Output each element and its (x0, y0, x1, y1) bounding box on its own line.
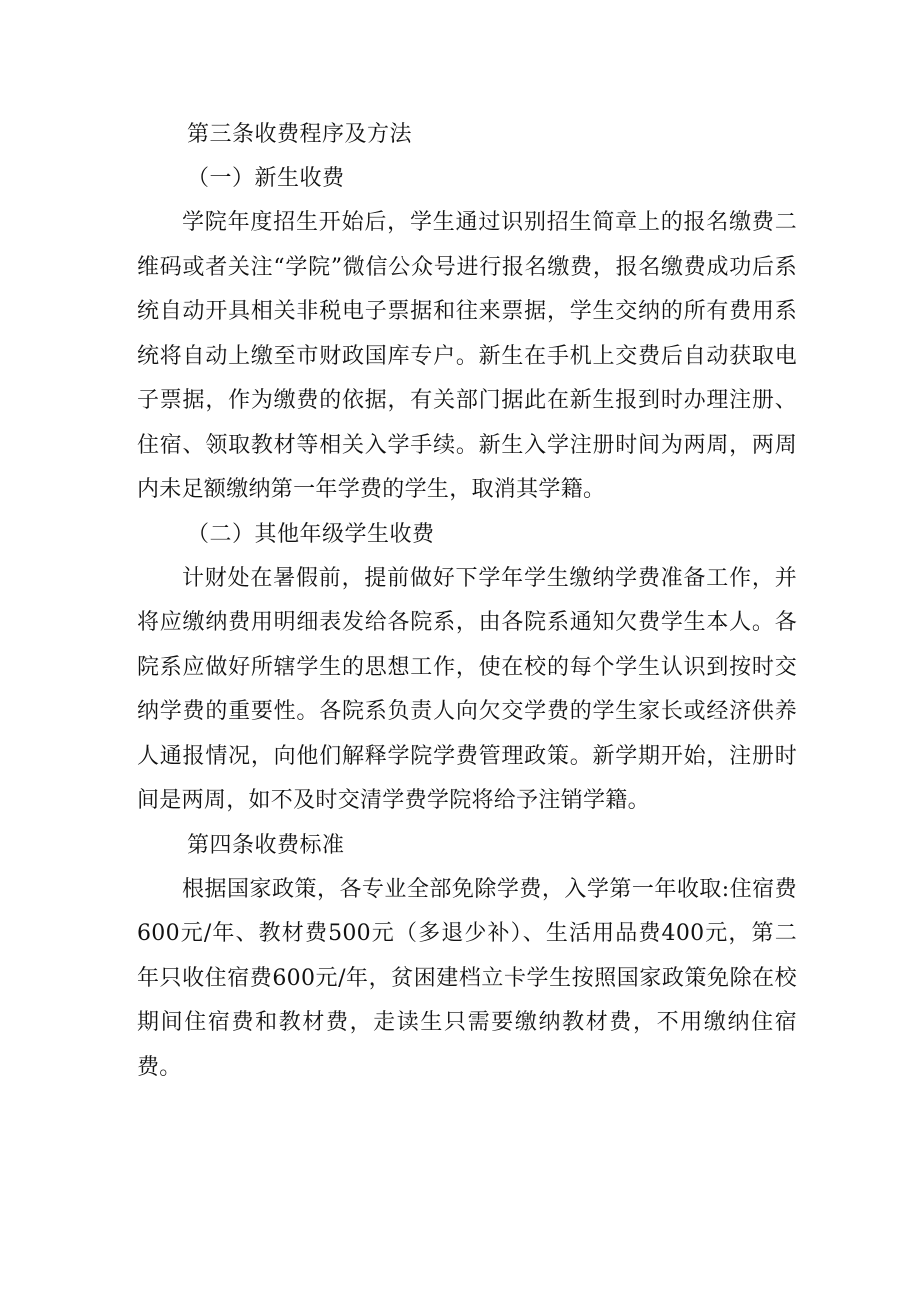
section-1-paragraph: 学院年度招生开始后，学生通过识别招生简章上的报名缴费二维码或者关注“学院”微信公众号进行报名缴费，报名缴费成功后系统自动开具相关非税电子票据和往来票据，学生交纳的所有费用系统将自动上缴至市财政国库专户。新生在手机上交费后自动获取电子票据，作为缴费的依据，有关部门据此在新生报到时办理注册、住宿、领取教材等相关入学手续。新生入学注册时间为两周，两周内未足额缴纳第一年学费的学生，取消其学籍。 (137, 210, 797, 502)
section-2-title: （二）其他年级学生收费 (187, 521, 435, 547)
article-4-title: 第四条收费标准 (187, 832, 345, 858)
section-1-title: （一）新生收费 (187, 166, 345, 191)
section-2-paragraph: 计财处在暑假前，提前做好下学年学生缴纳学费准备工作，并将应缴纳费用明细表发给各院系，由各院系通知欠费学生本人。各院系应做好所辖学生的思想工作，使在校的每个学生认识到按时交纳学费的重要性。各院系负责人向欠交学费的学生家长或经济供养人通报情况，向他们解释学院学费管理政策。新学期开始，注册时间是两周，如不及时交清学费学院将给予注销学籍。 (137, 565, 797, 813)
document-body (137, 113, 797, 1090)
article-4-paragraph: 根据国家政策，各专业全部免除学费，入学第一年收取:住宿费600元/年、教材费500元（多退少补）、生活用品费400元，第二年只收住宿费600元/年，贫困建档立卡学生按照国家政策免除在校期间住宿费和教材费，走读生只需要缴纳教材费，不用缴纳住宿费。 (137, 876, 797, 1080)
article-3-title: 第三条收费程序及方法 (187, 122, 413, 147)
